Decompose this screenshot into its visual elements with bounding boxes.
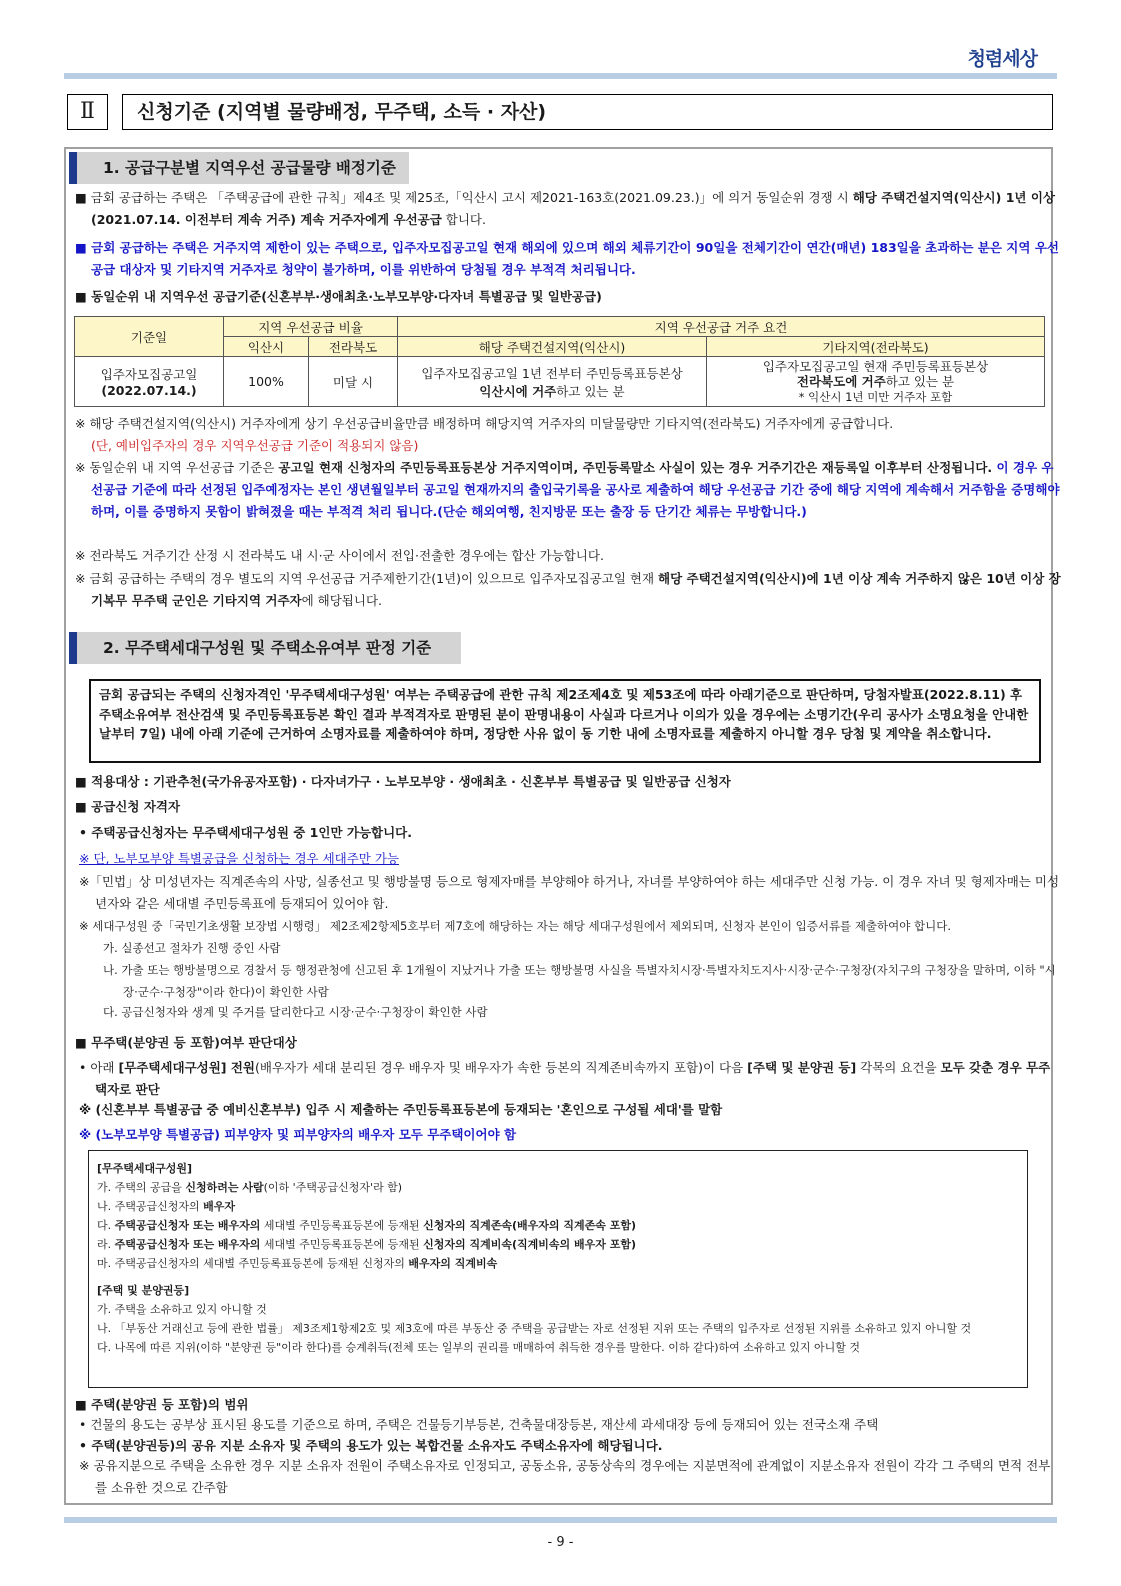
eligibility-heading: ■ 공급신청 자격자 xyxy=(75,799,181,814)
housing-scope-shared: • 주택(분양권등)의 공유 지분 소유자 및 주택의 용도가 있는 복합건물 소유자도 주택소유자에 해당됩니다. xyxy=(79,1438,663,1453)
note-newlywed: ※ (신혼부부 특별공급 중 예비신혼부부) 입주 시 제출하는 주민등록표등본에 등재되는 '혼인으로 구성될 세대'를 말함 xyxy=(79,1102,723,1117)
def-housing-da: 다. 나목에 따른 지위(이하 "분양권 등"이라 한다)를 승계취득(전체 또는 일부의 권리를 매매하여 취득한 경우를 말한다. 이하 같다)하여 소유하고 있지 아니할 것 xyxy=(97,1341,861,1354)
note-shared-ownership: ※ 공유지분으로 주택을 소유한 경우 지분 소유자 전원이 주택소유자로 인정되고, 공동소유, 공동상속의 경우에는 지분면적에 관계없이 지분소유자 전원이 각각 그 주택의 면적 전부를 소유한 것으로 간주함 xyxy=(79,1458,1051,1495)
definition-box xyxy=(88,1150,1028,1388)
note-elderly-head-only: ※ 단, 노부모부양 특별공급을 신청하는 경우 세대주만 가능 xyxy=(79,851,399,866)
note-jeonbuk-period: ※ 전라북도 거주기간 산정 시 전라북도 내 시·군 사이에서 전입·전출한 경우에는 합산 가능합니다. xyxy=(75,548,604,563)
th-iksan: 익산시 xyxy=(224,337,309,357)
eligibility-one-per-household: • 주택공급신청자는 무주택세대구성원 중 1인만 가능합니다. xyxy=(79,825,412,840)
def-household-ga: 가. 주택의 공급을 신청하려는 사람(이하 '주택공급신청자'라 함) xyxy=(97,1181,403,1194)
housing-scope-usage: • 건물의 용도는 공부상 표시된 용도를 기준으로 하며, 주택은 건물등기부등본, 건축물대장등본, 재산세 과세대장 등에 등재되어 있는 전국소재 주택 xyxy=(79,1417,879,1432)
section-number: Ⅱ xyxy=(67,94,108,130)
th-other-area: 기타지역(전라북도) xyxy=(707,337,1045,357)
excluded-item-da: 다. 공급신청자와 생계 및 주거를 달리한다고 시장·군수·구청장이 확인한 사람 xyxy=(103,1005,488,1019)
page-number: - 9 - xyxy=(547,1535,574,1550)
def-housing-ga: 가. 주택을 소유하고 있지 아니할 것 xyxy=(97,1303,267,1316)
homeless-judgment-heading: ■ 무주택(분양권 등 포함)여부 판단대상 xyxy=(75,1035,297,1050)
brand-logo: 청렴세상 xyxy=(967,48,1037,70)
homeless-judgment-rule: • 아래 [무주택세대구성원] 전원(배우자가 세대 분리된 경우 배우자 및 배우자가 속한 등본의 직계존비속까지 포함)이 다음 [주택 및 분양권 등] 각목의 요건을 모두 갖춘 경우 무주택자로 판단 xyxy=(79,1060,1051,1097)
th-requirement: 지역 우선공급 거주 요건 xyxy=(398,317,1045,337)
paragraph-overseas-restriction: ■ 금회 공급하는 주택은 거주지역 제한이 있는 주택으로, 입주자모집공고일 현재 해외에 있으며 해외 체류기간이 90일을 전체기간이 연간(매년) 183일을 초과하는 분은 지역 우선공급 대상자 및 기타지역 거주자로 청약이 불가하며, 이를 위반하여 당첨될 경우 부적격 처리됩니다. xyxy=(75,240,1059,277)
top-divider xyxy=(64,73,1057,79)
note-minor: ※「민법」상 미성년자는 직계존속의 사망, 실종선고 및 행방불명 등으로 형제자매를 부양해야 하거나, 자녀를 부양하여야 하는 세대주만 신청 가능. 이 경우 자녀 및 형제자매는 미성년자와 같은 세대별 주민등록표에 등재되어 있어야 함. xyxy=(79,874,1060,911)
note-military: ※ 금회 공급하는 주택의 경우 별도의 지역 우선공급 거주제한기간(1년)이 있으므로 입주자모집공고일 현재 해당 주택건설지역(익산시)에 1년 이상 계속 거주하지 않은 10년 이상 장기복무 무주택 군인은 기타지역 거주자에 해당됩니다. xyxy=(75,571,1061,608)
excluded-item-ga: 가. 실종선고 절차가 진행 중인 사람 xyxy=(103,941,281,955)
def-household-da: 다. 주택공급신청자 또는 배우자의 세대별 주민등록표등본에 등재된 신청자의 직계존속(배우자의 직계존속 포함) xyxy=(97,1219,636,1232)
excluded-item-na: 나. 가출 또는 행방불명으로 경찰서 등 행정관청에 신고된 후 1개월이 지났거나 가출 또는 행방불명 사실을 특별자치시장·특별자치도지사·시장·군수·구청장(자치구의 구청장을 말하며, 이하 "시장·군수·구청장"이라 한다)이 확인한 사람 xyxy=(103,963,1056,999)
paragraph-criteria-heading: ■ 동일순위 내 지역우선 공급기준(신혼부부·생애최초·노부모부양·다자녀 특별공급 및 일반공급) xyxy=(75,289,602,304)
def-housing-na: 나. 「부동산 거래신고 등에 관한 법률」 제3조제1항제2호 및 제3호에 따른 부동산 중 주택을 공급받는 자로 선정된 지위 또는 주택의 입주자로 선정된 지위를 소유하고 있지 아니할 것 xyxy=(97,1322,972,1335)
th-jeonbuk: 전라북도 xyxy=(309,337,398,357)
bottom-divider xyxy=(64,1517,1057,1523)
def-household-ra: 라. 주택공급신청자 또는 배우자의 세대별 주민등록표등본에 등재된 신청자의 직계비속(직계비속의 배우자 포함) xyxy=(97,1238,636,1251)
note-elderly-dependents: ※ (노부모부양 특별공급) 피부양자 및 피부양자의 배우자 모두 무주택이어야 함 xyxy=(79,1127,517,1142)
th-ratio: 지역 우선공급 비율 xyxy=(224,317,398,337)
subsection-2-title: 2. 무주택세대구성원 및 주택소유여부 판정 기준 xyxy=(69,632,461,664)
def-household-heading: [무주택세대구성원] xyxy=(97,1162,193,1175)
td-jeonbuk-ratio: 미달 시 xyxy=(309,357,398,407)
td-other-requirement: 입주자모집공고일 현재 주민등록표등본상 전라북도에 거주하고 있는 분 * 익산시 1년 미만 거주자 포함 xyxy=(707,357,1045,407)
def-household-ma: 마. 주택공급신청자의 세대별 주민등록표등본에 등재된 신청자의 배우자의 직계비속 xyxy=(97,1257,498,1270)
regional-priority-table xyxy=(74,316,1045,407)
th-base-date: 기준일 xyxy=(75,317,224,357)
note-excluded-members: ※ 세대구성원 중「국민기초생활 보장법 시행령」 제2조제2항제5호부터 제7호에 해당하는 자는 해당 세대구성원에서 제외되며, 신청자 본인이 입증서류를 제출하여야 합니다. xyxy=(79,919,951,933)
section-title: 신청기준 (지역별 물량배정, 무주택, 소득 · 자산) xyxy=(122,94,1053,130)
housing-scope-heading: ■ 주택(분양권 등 포함)의 범위 xyxy=(75,1397,249,1412)
notice-box: 금회 공급되는 주택의 신청자격인 '무주택세대구성원' 여부는 주택공급에 관한 규칙 제2조제4호 및 제53조에 따라 아래기준으로 판단하며, 당첨자발표(2022.8.11) 후 주택소유여부 전산검색 및 주민등록표등본 확인 결과 부적격자로 판명된 분이 판명내용이 사실과 다르거나 이의가 있을 경우에는 소명기간(우리 공사가 소명요청을 안내한 날부터 7일) 내에 아래 기준에 근거하여 소명자료를 제출하여야 하며, 정당한 사유 없이 동 기한 내에 소명자료를 제출하지 아니할 경우 당첨 및 계약을 취소합니다. xyxy=(89,679,1041,763)
note-residence-standard: ※ 동일순위 내 지역 우선공급 기준은 공고일 현재 신청자의 주민등록표등본상 거주지역이며, 주민등록말소 사실이 있는 경우 거주기간은 재등록일 이후부터 산정됩니다. 이 경우 우선공급 기준에 따라 선정된 입주예정자는 본인 생년월일부터 공고일 현재까지의 출입국기록을 공사로 제출하여 해당 우선공급 기간 중에 해당 지역에 계속해서 거주함을 증명해야 하며, 이를 증명하지 못함이 밝혀졌을 때는 부적격 처리 됩니다.(단순 해외여행, 친지방문 또는 출장 등 단기간 체류는 무방합니다.) xyxy=(75,460,1060,519)
td-iksan-ratio: 100% xyxy=(224,357,309,407)
td-base-date: 입주자모집공고일 (2022.07.14.) xyxy=(75,357,224,407)
def-housing-heading: [주택 및 분양권등] xyxy=(97,1284,190,1297)
applicable-targets: ■ 적용대상 : 기관추천(국가유공자포함) · 다자녀가구 · 노부모부양 · 생애최초 · 신혼부부 특별공급 및 일반공급 신청자 xyxy=(75,774,731,789)
def-household-na: 나. 주택공급신청자의 배우자 xyxy=(97,1200,236,1213)
section-header xyxy=(67,94,1053,130)
th-local-area: 해당 주택건설지역(익산시) xyxy=(398,337,707,357)
paragraph-priority-supply: ■ 금회 공급하는 주택은 「주택공급에 관한 규칙」제4조 및 제25조,「익산시 고시 제2021-163호(2021.09.23.)」에 의거 동일순위 경쟁 시 해당 주택건설지역(익산시) 1년 이상(2021.07.14. 이전부터 계속 거주) 계속 거주자에게 우선공급 합니다. xyxy=(75,190,1055,227)
subsection-1-title: 1. 공급구분별 지역우선 공급물량 배정기준 xyxy=(69,152,409,184)
note-local-allocation: ※ 해당 주택건설지역(익산시) 거주자에게 상기 우선공급비율만큼 배정하며 해당지역 거주자의 미달물량만 기타지역(전라북도) 거주자에게 공급합니다. (단, 예비입주자의 경우 지역우선공급 기준이 적용되지 않음) xyxy=(75,416,894,453)
td-local-requirement: 입주자모집공고일 1년 전부터 주민등록표등본상 익산시에 거주하고 있는 분 xyxy=(398,357,707,407)
